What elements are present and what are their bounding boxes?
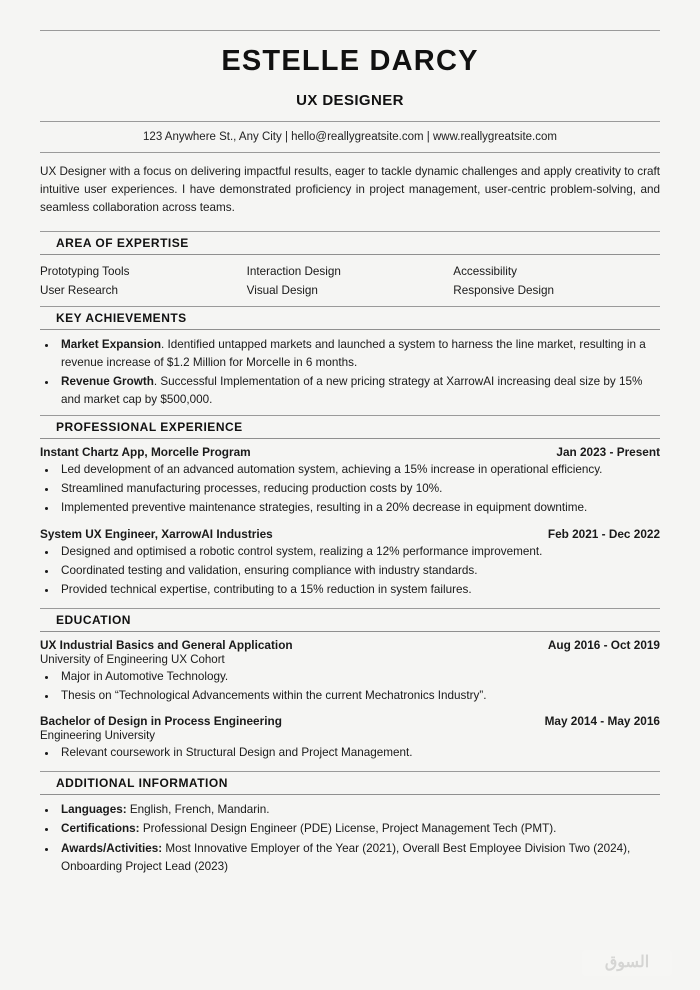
job-title: Instant Chartz App, Morcelle Program: [40, 445, 251, 460]
education-entry: [40, 714, 660, 762]
additional-label: Certifications:: [61, 822, 140, 836]
school-name: Engineering University: [40, 730, 156, 743]
expertise-item: User Research: [40, 283, 118, 297]
section-experience: [40, 415, 660, 599]
section-title-additional: ADDITIONAL INFORMATION: [56, 776, 228, 791]
expertise-item: Interaction Design: [246, 265, 341, 279]
education-bullets: [40, 744, 660, 762]
section-title-achievements: KEY ACHIEVEMENTS: [56, 310, 187, 325]
education-title-rule: [40, 631, 660, 632]
experience-title-rule: [40, 438, 660, 439]
header-top-rule: [40, 30, 660, 31]
expertise-title-rule: [40, 254, 660, 255]
expertise-grid: [40, 261, 660, 299]
candidate-role: UX DESIGNER: [296, 92, 404, 109]
job-title: System UX Engineer, XarrowAI Industries: [40, 526, 273, 541]
job-bullets: [40, 461, 660, 517]
section-title-education: EDUCATION: [56, 612, 131, 627]
expertise-item: Prototyping Tools: [40, 265, 130, 279]
list-item: • Implemented preventive maintenance strategies, resulting in a 20% decrease in equipment downtime.: [58, 499, 660, 517]
additional-text: English, French, Mandarin.: [126, 803, 270, 817]
list-item: • Coordinated testing and validation, ensuring compliance with industry standards.: [58, 562, 660, 580]
job-header: [40, 445, 660, 459]
experience-entry: [40, 445, 660, 517]
list-item: • Major in Automotive Technology.: [58, 668, 660, 686]
additional-text: Professional Design Engineer (PDE) License, Project Management Tech (PMT).: [139, 822, 557, 836]
list-item: • Led development of an advanced automation system, achieving a 15% increase in operational efficiency.: [58, 461, 660, 479]
achievement-text: . Identified untapped markets and launched a system to harness the line market, resulting in a revenue increase of $1.2 Million for Morcelle in 6 months.: [61, 337, 646, 369]
list-item: [58, 820, 660, 838]
additional-label: Awards/Activities:: [61, 841, 163, 855]
experience-entry: [40, 527, 660, 599]
list-item: • Thesis on “Technological Advancements within the current Mechatronics Industry”.: [58, 687, 660, 705]
school-name: University of Engineering UX Cohort: [40, 653, 225, 666]
list-item: • Relevant coursework in Structural Design and Project Management.: [58, 744, 660, 762]
education-header: [40, 638, 660, 652]
section-additional: [40, 771, 660, 876]
profile-summary: UX Designer with a focus on delivering impactful results, eager to tackle dynamic challenges and apply creativity to craft intuitive user experiences. I have demonstrated proficiency in project management, user-centric problem-solving, and seamless collaboration across teams.: [40, 165, 660, 215]
achievement-label: Revenue Growth: [61, 374, 154, 388]
degree-title: Bachelor of Design in Process Engineering: [40, 714, 282, 729]
list-item: [58, 373, 660, 409]
list-item: [58, 801, 660, 819]
expertise-column-3: [453, 263, 660, 299]
expertise-item: Visual Design: [246, 283, 318, 297]
additional-text: Most Innovative Employer of the Year (2021), Overall Best Employee Division Two (2024), Onboarding Project Lead (2023): [61, 841, 631, 873]
expertise-item: Responsive Design: [453, 283, 554, 297]
section-expertise: [40, 231, 660, 299]
section-title-expertise: AREA OF EXPERTISE: [56, 236, 189, 251]
degree-title: UX Industrial Basics and General Application: [40, 637, 293, 652]
list-item: [58, 840, 660, 876]
achievement-label: Market Expansion: [61, 337, 162, 351]
contact-line: 123 Anywhere St., Any City | hello@reallygreatsite.com | www.reallygreatsite.com: [143, 131, 557, 143]
additional-list: [40, 801, 660, 876]
achievements-title-rule: [40, 329, 660, 330]
job-header: [40, 527, 660, 541]
watermark: السوق: [582, 950, 672, 976]
list-item: • Provided technical expertise, contributing to a 15% reduction in system failures.: [58, 581, 660, 599]
candidate-name: ESTELLE DARCY: [221, 45, 479, 77]
section-title-experience: PROFESSIONAL EXPERIENCE: [56, 420, 243, 435]
additional-title-rule: [40, 794, 660, 795]
list-item: • Designed and optimised a robotic control system, realizing a 12% performance improvement.: [58, 543, 660, 561]
achievements-list: [40, 336, 660, 410]
section-achievements: [40, 306, 660, 410]
expertise-column-1: [40, 263, 247, 299]
resume-header: [40, 30, 660, 153]
education-header: [40, 714, 660, 728]
education-bullets: [40, 668, 660, 705]
section-education: [40, 608, 660, 762]
job-dates: Feb 2021 - Dec 2022: [547, 526, 660, 541]
education-entry: [40, 638, 660, 705]
additional-label: Languages:: [61, 803, 127, 817]
list-item: [58, 336, 660, 372]
degree-dates: Aug 2016 - Oct 2019: [547, 637, 660, 652]
expertise-column-2: [247, 263, 454, 299]
job-bullets: [40, 543, 660, 599]
list-item: • Streamlined manufacturing processes, reducing production costs by 10%.: [58, 480, 660, 498]
achievement-text: . Successful Implementation of a new pricing strategy at XarrowAI increasing deal size by 15% and market cap by $500,000.: [61, 374, 643, 406]
degree-dates: May 2014 - May 2016: [544, 714, 660, 729]
expertise-item: Accessibility: [453, 265, 517, 279]
job-dates: Jan 2023 - Present: [556, 445, 660, 460]
